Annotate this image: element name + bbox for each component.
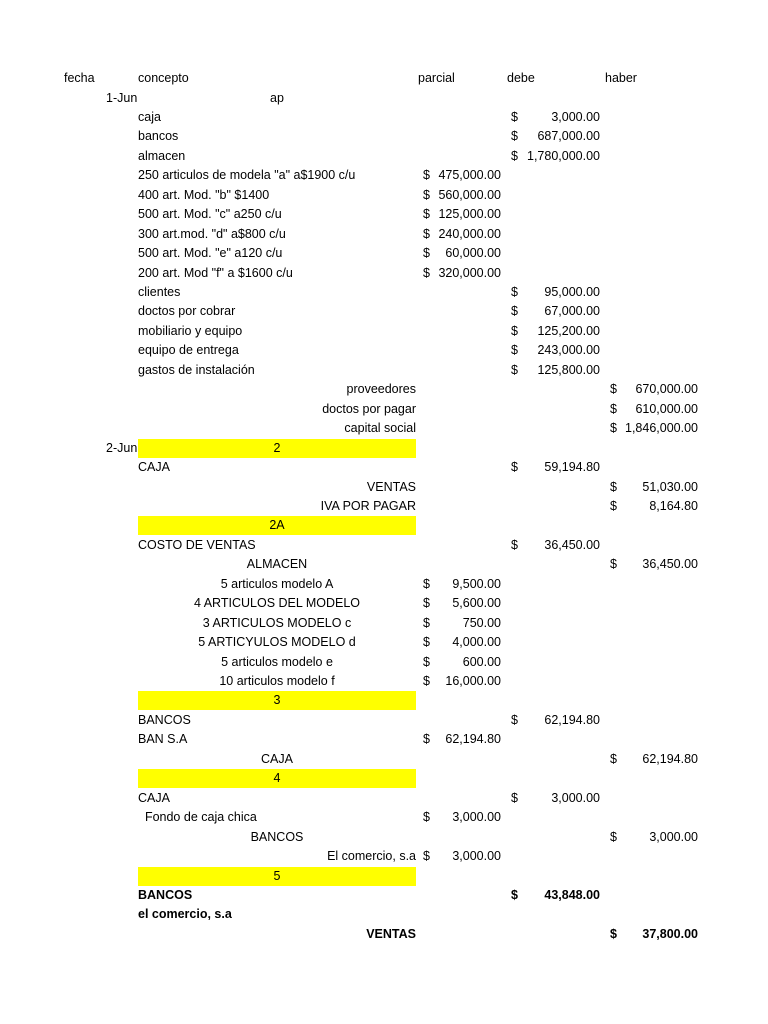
currency-symbol: $ — [423, 207, 430, 222]
parcial-value: 9,500.00 — [452, 576, 501, 591]
journal-row — [0, 905, 768, 924]
journal-row — [0, 614, 768, 633]
currency-symbol: $ — [423, 265, 430, 280]
concept-text: gastos de instalación — [138, 362, 255, 377]
concept-text: 500 art. Mod. "e" a120 c/u — [138, 246, 283, 261]
journal-row — [0, 302, 768, 321]
currency-symbol: $ — [511, 712, 518, 727]
haber-value: 37,800.00 — [642, 926, 698, 941]
journal-row — [0, 633, 768, 652]
concept-right: VENTAS — [366, 479, 416, 494]
journal-row — [0, 653, 768, 672]
concept-text: bancos — [138, 129, 179, 144]
journal-row — [0, 419, 768, 438]
concept-text: caja — [138, 109, 161, 124]
concept-text: equipo de entrega — [138, 343, 239, 358]
parcial-value: 125,000.00 — [438, 207, 501, 222]
header-fecha: fecha — [64, 71, 95, 85]
parcial-value: 5,600.00 — [452, 596, 501, 611]
currency-symbol: $ — [511, 109, 518, 124]
journal-row — [0, 789, 768, 808]
journal-row — [0, 867, 768, 886]
currency-symbol: $ — [423, 168, 430, 183]
entry-number: 2A — [269, 518, 285, 533]
concept-right: capital social — [344, 421, 416, 436]
haber-value: 36,450.00 — [642, 557, 698, 572]
haber-value: 62,194.80 — [642, 751, 698, 766]
concept-text: 250 articulos de modela "a" a$1900 c/u — [138, 168, 356, 183]
haber-value: 610,000.00 — [635, 401, 698, 416]
concept-right: proveedores — [346, 382, 416, 397]
parcial-value: 60,000.00 — [445, 246, 501, 261]
concept-text: BAN S.A — [138, 732, 188, 747]
currency-symbol: $ — [610, 751, 617, 766]
concept-centered: ap — [270, 90, 284, 105]
currency-symbol: $ — [511, 887, 518, 902]
journal-row — [0, 361, 768, 380]
parcial-value: 62,194.80 — [445, 732, 501, 747]
header-debe: debe — [507, 71, 535, 85]
entry-number-highlight — [138, 769, 416, 788]
journal-row — [0, 925, 768, 944]
currency-symbol: $ — [610, 498, 617, 513]
concept-centered: CAJA — [261, 751, 293, 766]
entry-number-highlight — [138, 516, 416, 535]
concept-centered: 5 articulos modelo e — [221, 654, 333, 669]
currency-symbol: $ — [511, 304, 518, 319]
journal-row — [0, 166, 768, 185]
concept-text: 300 art.mod. "d" a$800 c/u — [138, 226, 286, 241]
currency-symbol: $ — [423, 187, 430, 202]
concept-right: doctos por pagar — [322, 401, 416, 416]
journal-row — [0, 497, 768, 516]
journal-row — [0, 711, 768, 730]
journal-row — [0, 730, 768, 749]
currency-symbol: $ — [511, 537, 518, 552]
concept-centered: 5 articulos modelo A — [220, 576, 334, 591]
journal-row — [0, 516, 768, 535]
currency-symbol: $ — [423, 615, 430, 630]
parcial-value: 3,000.00 — [452, 810, 501, 825]
journal-row — [0, 478, 768, 497]
journal-row — [0, 536, 768, 555]
concept-text: mobiliario y equipo — [138, 323, 243, 338]
parcial-value: 240,000.00 — [438, 226, 501, 241]
concept-centered: 4 ARTICULOS DEL MODELO — [193, 596, 361, 611]
journal-row — [0, 400, 768, 419]
entry-number: 3 — [273, 693, 281, 708]
currency-symbol: $ — [423, 674, 430, 688]
debe-value: 67,000.00 — [544, 304, 600, 319]
concept-right: IVA POR PAGAR — [320, 498, 416, 513]
currency-symbol: $ — [610, 557, 617, 572]
parcial-value: 475,000.00 — [438, 168, 501, 183]
concept-text: CAJA — [138, 790, 170, 805]
currency-symbol: $ — [610, 479, 617, 494]
entry-number: 5 — [273, 868, 281, 883]
haber-value: 1,846,000.00 — [625, 421, 698, 436]
header-concepto: concepto — [138, 71, 189, 85]
journal-row — [0, 127, 768, 146]
currency-symbol: $ — [511, 362, 518, 377]
concept-text: almacen — [138, 148, 186, 163]
journal-row — [0, 89, 768, 108]
haber-value: 51,030.00 — [642, 479, 698, 494]
journal-row — [0, 458, 768, 477]
currency-symbol: $ — [511, 323, 518, 338]
concept-centered: ALMACEN — [246, 557, 308, 572]
entry-number-highlight — [138, 439, 416, 458]
journal-row — [0, 555, 768, 574]
currency-symbol: $ — [423, 849, 430, 864]
concept-text: 500 art. Mod. "c" a250 c/u — [138, 207, 282, 222]
concept-text: COSTO DE VENTAS — [138, 537, 256, 552]
concept-text: BANCOS — [138, 712, 191, 727]
debe-value: 3,000.00 — [551, 790, 600, 805]
parcial-value: 560,000.00 — [438, 187, 501, 202]
haber-value: 670,000.00 — [635, 382, 698, 397]
debe-value: 95,000.00 — [544, 285, 600, 299]
concept-centered: 5 ARTICYULOS MODELO d — [198, 635, 356, 650]
debe-value: 3,000.00 — [551, 109, 600, 124]
journal-row — [0, 594, 768, 613]
debe-value: 125,200.00 — [537, 323, 600, 338]
debe-value: 62,194.80 — [544, 712, 600, 727]
journal-row — [0, 225, 768, 244]
journal-row — [0, 808, 768, 827]
header-haber: haber — [605, 71, 637, 85]
debe-value: 687,000.00 — [537, 129, 600, 144]
entry-date: 2-Jun — [106, 440, 138, 455]
concept-text: CAJA — [138, 460, 170, 475]
concept-text: Fondo de caja chica — [138, 810, 257, 825]
journal-row — [0, 108, 768, 127]
journal-row — [0, 322, 768, 341]
currency-symbol: $ — [423, 810, 430, 825]
parcial-value: 750.00 — [462, 615, 501, 630]
currency-symbol: $ — [511, 460, 518, 475]
currency-symbol: $ — [610, 401, 617, 416]
currency-symbol: $ — [423, 226, 430, 241]
concept-text: 200 art. Mod "f" a $1600 c/u — [138, 265, 293, 280]
parcial-value: 320,000.00 — [438, 265, 501, 280]
debe-value: 43,848.00 — [544, 887, 600, 902]
currency-symbol: $ — [610, 382, 617, 397]
currency-symbol: $ — [423, 246, 430, 261]
currency-symbol: $ — [610, 829, 617, 844]
debe-value: 36,450.00 — [544, 537, 600, 552]
journal-row — [0, 380, 768, 399]
parcial-value: 16,000.00 — [445, 674, 501, 688]
concept-text: BANCOS — [138, 887, 193, 902]
currency-symbol: $ — [511, 148, 518, 163]
currency-symbol: $ — [423, 576, 430, 591]
currency-symbol: $ — [610, 926, 617, 941]
entry-number-highlight — [138, 867, 416, 886]
entry-number: 4 — [273, 771, 281, 786]
journal-row — [0, 886, 768, 905]
currency-symbol: $ — [511, 129, 518, 144]
concept-centered: 10 articulos modelo f — [219, 674, 335, 688]
journal-row — [0, 672, 768, 691]
journal-row — [0, 283, 768, 302]
journal-row — [0, 147, 768, 166]
entry-number-highlight — [138, 691, 416, 710]
parcial-value: 3,000.00 — [452, 849, 501, 864]
journal-row — [0, 244, 768, 263]
concept-text: el comercio, s.a — [138, 907, 232, 922]
currency-symbol: $ — [511, 790, 518, 805]
journal-row — [0, 186, 768, 205]
debe-value: 1,780,000.00 — [527, 148, 600, 163]
haber-value: 3,000.00 — [649, 829, 698, 844]
journal-row — [0, 847, 768, 866]
currency-symbol: $ — [610, 421, 617, 436]
header-parcial: parcial — [418, 71, 455, 85]
concept-centered: 3 ARTICULOS MODELO c — [202, 615, 352, 630]
concept-right: El comercio, s.a — [327, 849, 416, 864]
currency-symbol: $ — [511, 285, 518, 299]
debe-value: 125,800.00 — [537, 362, 600, 377]
currency-symbol: $ — [511, 343, 518, 358]
debe-value: 243,000.00 — [537, 343, 600, 358]
journal-row — [0, 264, 768, 283]
journal-row — [0, 750, 768, 769]
journal-row — [0, 575, 768, 594]
journal-row — [0, 341, 768, 360]
currency-symbol: $ — [423, 732, 430, 747]
journal-row — [0, 691, 768, 710]
journal-row — [0, 439, 768, 458]
entry-date: 1-Jun — [106, 90, 138, 105]
currency-symbol: $ — [423, 635, 430, 650]
haber-value: 8,164.80 — [649, 498, 698, 513]
journal-row — [0, 828, 768, 847]
journal-row — [0, 205, 768, 224]
currency-symbol: $ — [423, 596, 430, 611]
parcial-value: 4,000.00 — [452, 635, 501, 650]
concept-text: 400 art. Mod. "b" $1400 — [138, 187, 270, 202]
concept-text: clientes — [138, 285, 181, 299]
concept-text: doctos por cobrar — [138, 304, 236, 319]
header-row — [0, 69, 768, 88]
debe-value: 59,194.80 — [544, 460, 600, 475]
currency-symbol: $ — [423, 654, 430, 669]
journal-row — [0, 769, 768, 788]
entry-number: 2 — [273, 440, 281, 455]
concept-right: VENTAS — [366, 926, 416, 941]
parcial-value: 600.00 — [462, 654, 501, 669]
concept-centered: BANCOS — [250, 829, 304, 844]
